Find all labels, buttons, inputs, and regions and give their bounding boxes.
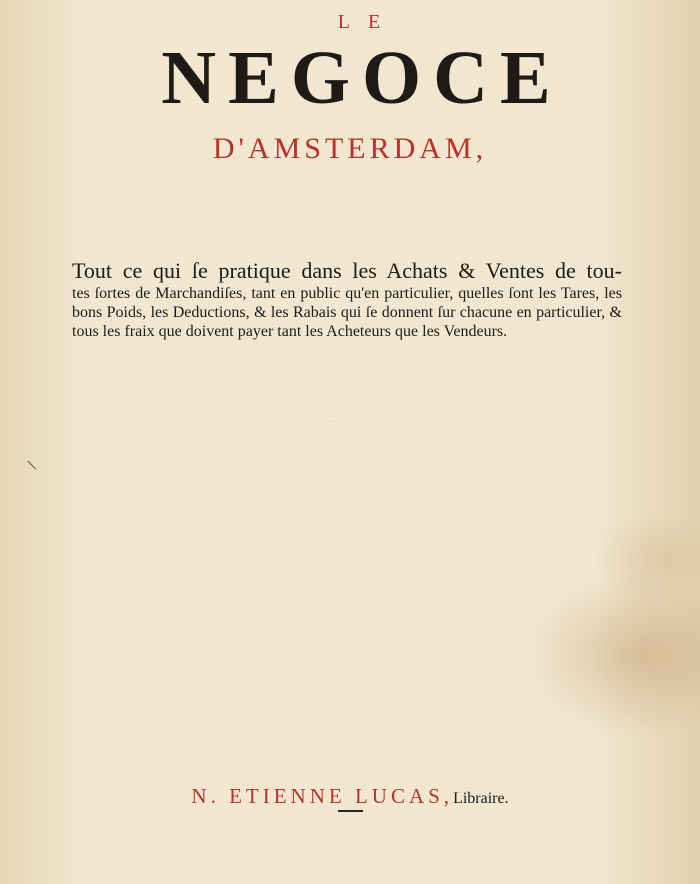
imprint-year bbox=[338, 810, 363, 812]
title-amsterdam: D'AMSTERDAM, bbox=[212, 132, 488, 165]
imprint-role: Libraire. bbox=[453, 790, 509, 807]
imprint-publisher-line bbox=[0, 786, 700, 807]
ordonnances-heading: DIVERSES ORDONNANCES bbox=[313, 422, 387, 423]
imprint-publisher: N. ETIENNE LUCAS, bbox=[191, 784, 454, 808]
practice-rest: tes ſortes de Marchandiſes, tant en public qu'en particulier, quelles ſont les Tares, les bons Poids, les Deductions, & les Rabais qui ſe donnent ſur chacune en particulier, & tous les fraix que doivent payer tant les Acheteurs que les Vendeurs. bbox=[72, 285, 622, 340]
tarifs-heading: LES TARIFS bbox=[327, 480, 373, 481]
margin-mark: \ bbox=[26, 456, 38, 475]
title-le: LE bbox=[337, 11, 399, 33]
practice-paragraph bbox=[72, 258, 622, 341]
imprint-year-line bbox=[0, 810, 700, 812]
practice-lead: Tout ce qui ſe pratique dans les Achats & Ventes de tou- bbox=[72, 258, 622, 283]
title-negoce: NEGOCE bbox=[161, 36, 563, 120]
